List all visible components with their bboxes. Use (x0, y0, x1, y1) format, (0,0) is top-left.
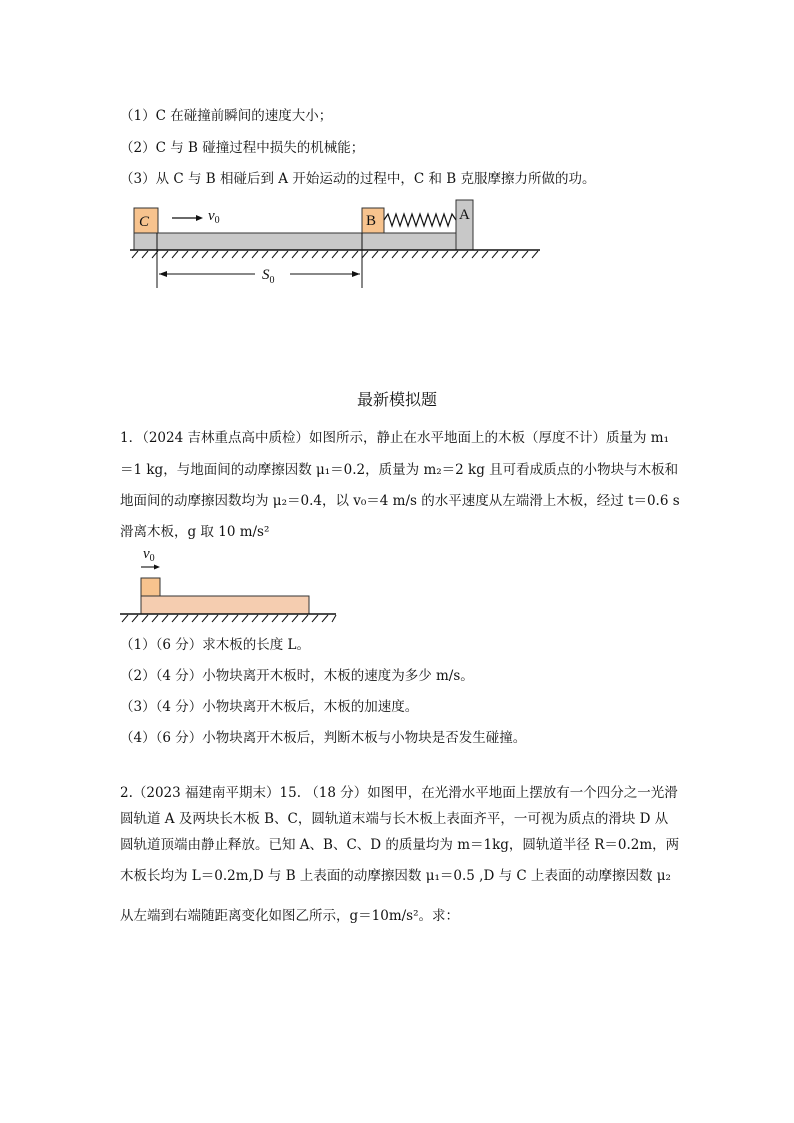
problem1-line1: 1．（2024 吉林重点高中质检）如图所示，静止在水平地面上的木板（厚度不计）质量为 m₁ (120, 430, 669, 446)
small-block (141, 578, 160, 596)
label-c: C (139, 214, 150, 230)
p1-ground-hatch (122, 615, 336, 622)
question-3: （3）从 C 与 B 相碰后到 A 开始运动的过程中，C 和 B 克服摩擦力所做的功。 (120, 171, 596, 187)
p1-velocity-label: $v_0$ (143, 546, 155, 564)
problem1-q1: （1）（6 分）求木板的长度 L。 (120, 637, 310, 653)
problem1-line2: ＝1 kg，与地面间的动摩擦因数 μ₁＝0.2，质量为 m₂＝2 kg 且可看成质点的小物块与木板和 (120, 462, 679, 478)
spring (384, 214, 456, 226)
label-b: B (366, 213, 377, 229)
collision-diagram (0, 0, 794, 300)
long-board (134, 233, 456, 250)
question-1: （1）C 在碰撞前瞬间的速度大小； (120, 108, 333, 124)
problem1-q4: （4）（6 分）小物块离开木板后，判断木板与小物块是否发生碰撞。 (120, 730, 527, 746)
wooden-board (141, 596, 309, 614)
problem1-line3: 地面间的动摩擦因数均为 μ₂＝0.4，以 v₀＝4 m/s 的水平速度从左端滑上木板，经过 t＝0.6 s (120, 493, 680, 509)
label-a: A (459, 207, 470, 223)
problem2-line4: 木板长均为 L＝0.2m,D 与 B 上表面的动摩擦因数 μ₁＝0.5 ,D 与 C 上表面的动摩擦因数 μ₂ (120, 868, 671, 884)
problem2-line5: 从左端到右端随距离变化如图乙所示，g＝10m/s²。求： (120, 908, 460, 924)
problem1-q2: （2）（4 分）小物块离开木板时，木板的速度为多少 m/s。 (120, 668, 474, 684)
question-2: （2）C 与 B 碰撞过程中损失的机械能； (120, 140, 365, 156)
velocity-label: $v_0$ (208, 208, 220, 226)
problem1-q3: （3）（4 分）小物块离开木板后，木板的加速度。 (120, 699, 419, 715)
problem2-line3: 圆轨道顶端由静止释放。已知 A、B、C、D 的质量均为 m＝1kg，圆轨道半径 R＝0.2m，两 (120, 837, 680, 853)
distance-label: $S_0$ (262, 267, 275, 286)
ground-hatch (132, 251, 538, 258)
section-title: 最新模拟题 (356, 390, 437, 409)
velocity-arrowhead (196, 215, 203, 221)
problem1-line4: 滑离木板，g 取 10 m/s² (120, 524, 270, 540)
problem2-line2: 圆轨道 A 及两块长木板 B、C，圆轨道末端与长木板上表面齐平，一可视为质点的滑块 D 从 (120, 811, 669, 827)
board-block-diagram (0, 540, 794, 630)
problem2-line1: 2.（2023 福建南平期末）15. （18 分）如图甲，在光滑水平地面上摆放有一个四分之一光滑 (120, 785, 678, 801)
